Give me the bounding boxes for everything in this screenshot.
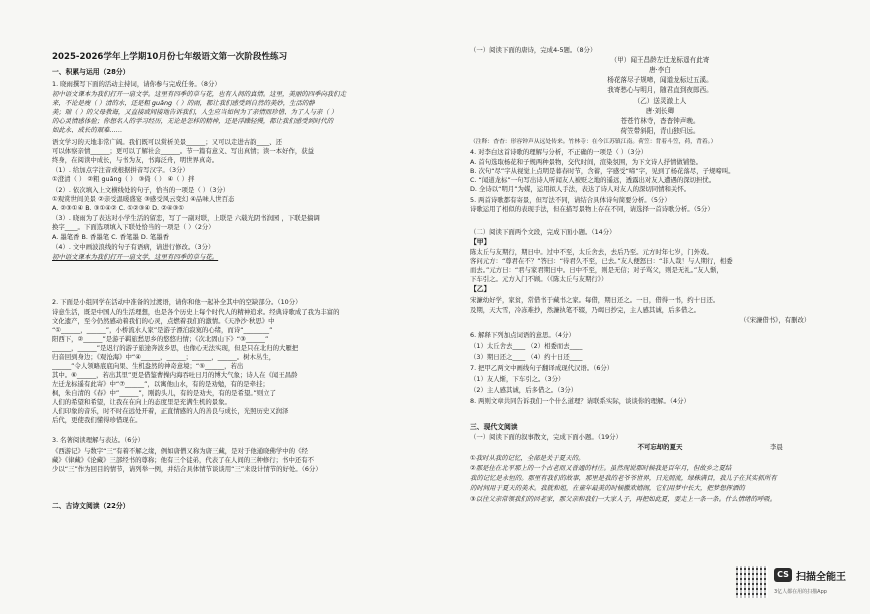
q2-line: 其中。⑥______，若出其里”更是借鉴曹操内海吞吐日月的博大气象；诗人在《闻王昌龄: [52, 371, 298, 379]
essay-para: 的时间用于夏天的美术。我就和姐，在童年最美的时候撒欢嬉闹，它们用梦中长大，把梦想挥洒的: [470, 484, 745, 492]
text-yi-line: 及期，天大雪，冷冻难抄，然濂执笔不辍，乃竭日抄完，主人感其诚，后多借之。: [470, 306, 701, 314]
q1-sub-4-sentence: 初中语文课本为我们打开一扇文学，这里有四季的草与花。: [52, 253, 219, 261]
q4-option-a: A. 首句选取杨花和子规两种景物，交代时间，渲染氛围，为下文诗人抒情做铺垫。: [470, 158, 702, 166]
essay-author: 李晨: [770, 443, 783, 451]
text-jia-line: 客问元方：“尊君在不？”答曰：“待君久不至，已去。”友人便怒曰：“非人哉！与人期行，相委: [470, 257, 733, 265]
q1-sub-4: （4）. 文中画波浪线的句子有语病，请进行修改。（3分）: [52, 243, 215, 251]
left-column: [52, 0, 427, 614]
essay-reading-heading: （一）阅读下面的叙事散文，完成下面小题。（19分）: [470, 433, 622, 441]
section-1-heading: 一、积累与运用（28分）: [52, 68, 130, 76]
scanner-watermark: [736, 566, 856, 606]
q1-sub-2: （2）. 依次填入上文横线处的句子，恰当的一项是（ ）（3分）: [52, 186, 230, 194]
exam-title: 2025-2026学年上学期10月份七年级语文第一次阶段性练习: [52, 52, 288, 62]
poem-2-author: 唐·刘长卿: [645, 107, 675, 115]
poem-1-line: 我寄愁心与明月，随君直到夜郎西。: [607, 86, 713, 94]
question-4: 4. 对李白这首诗歌的理解与分析，不正确的一项是（ ）（3分）: [470, 148, 648, 156]
poem-2-line: 荷笠带斜阳，青山独归远。: [620, 127, 700, 135]
q1-sub-1-options: ①澄清（ ） ②粗 guǎng（ ） ③倚（ ） ④（ ）拌: [52, 175, 195, 183]
q2-line: 左迁龙标遥有此寄》中“⑦______”，以寓他山水，有的是劝勉，有的是牵挂；: [52, 380, 269, 388]
question-7: 7. 把甲乙两文中画线句子翻译成现代汉语。（6分）: [470, 364, 614, 372]
q1-passage-line: 语文学习的天地非常广阔。我们既可以赏析美景______；又可以走进古韵____、还: [52, 138, 283, 146]
q2-line: ______”令人领略底底向果、生机盎然的神奇意境；“⑤______，若出: [52, 362, 244, 370]
q6-items: （3）期日还之____ （4）约十日还____: [470, 353, 583, 361]
q1-sub-3-choices: A. 墨笔香 B. 香墨笔 C. 香笔墨 D. 笔墨香: [52, 233, 170, 241]
q4-option-b: B. 次句“尽”字从视觉上点明是暮春时节，含蓄，字感受“啼”字，见到了杨花落尽，子规啼叫。: [470, 167, 735, 175]
q2-line: 诗意生活，既是中国人的生活理想，也是各个历史上每个时代人的精神追求。经典诗歌成了我为丰富的: [52, 308, 340, 316]
q1-sub-3: （3）. 晓雨为了表达对小学生活的留恋，写了一副对联，上联是 六载光阴书润园 ，下联是搞调: [52, 214, 320, 222]
section-2-heading: 二、古诗文阅读（22分）: [52, 502, 130, 510]
q1-passage-line: 来，不论是瘦（ ）清的水，还是粗 guǎng（ ）的雨，都让我们感受到自然的美妙，生活的静: [52, 99, 315, 107]
question-5-cont: 诗歌运用了相似的表现手法，但在描写景物上存在不同，请选择一首诗歌分析。（5分）: [470, 205, 714, 213]
q2-line: 文化遗产，至今仍然感动着我们的心灵，点燃着我们的激情。《天净沙·秋思》中: [52, 317, 275, 325]
poem-1-author: 唐·李白: [649, 66, 671, 74]
camscanner-logo-icon: CS: [774, 568, 792, 582]
scanner-tagline: 3亿人都在用的扫描App: [774, 589, 827, 595]
text-yi-label: 【乙】: [470, 285, 491, 293]
q4-option-c: C. “闻道龙标”一句写出诗人听闻友人被贬之地的遥远，透露出对友人遭遇的深切担忧。: [470, 176, 716, 184]
right-column: [470, 0, 850, 614]
question-2: 2. 下面是小组同学在活动中准备的过渡语，请你和他一起补全其中的空缺部分。（10分）: [52, 298, 302, 306]
poem-1-title: （甲）闻王昌龄左迁龙标遥有此寄: [610, 56, 710, 64]
q1-sub-2-choices: A. ②③①④ B. ③①④② C. ①②③④ D. ②④③①: [52, 204, 185, 212]
q7-item: （1）友人惭，下车引之。（3分）: [470, 375, 565, 383]
q1-sub-3-cont: 换字____。下面选项填入下联处恰当的一项是（ ）（2分）: [52, 223, 215, 231]
q2-line: “①______，______”，小桥流水人家”是游子漂泊寂寞的心绪，而诗“________”: [52, 326, 273, 334]
q3-line: 藏》《律藏》《论藏》三部经书的尊称；他有三个徒弟，代表了在人间的三种修行；书中还有不: [52, 456, 315, 464]
question-1: 1. 晓雨撰写下面的活动主持词，请你参与完成任务。（8分）: [52, 80, 221, 88]
essay-title: 不可忘却的夏天: [637, 443, 683, 451]
q7-item: （2）主人感其诚，后多借之。（3分）: [470, 386, 578, 394]
q1-passage-line: 如此永、成长的艰难……: [52, 126, 123, 134]
text-jia-line: 而去。”元方曰：“君与家君期日中。日中不至，则是无信；对子骂父，则是无礼。”友人惭，: [470, 266, 723, 274]
q2-line: 归音回到身边；《观沧海》中“④______，______；______，______。树木丛生，: [52, 353, 276, 361]
q1-passage-line: 的心灵情感体验；你想名人的学习经历，无论是怎样的精神，还是浮躁轻慢，都让我们感受到时代的: [52, 117, 334, 125]
text-jia-label: 【甲】: [470, 238, 491, 246]
q3-line: 《西游记》与数字“三”有着不解之缘，例如唐僧又称为唐三藏，是对于他通晓佛学中的《经: [52, 447, 308, 455]
poem-reading-heading: （一）阅读下面的唐诗，完成4-5题。（8分）: [470, 46, 597, 54]
essay-para: ②那是住在北平那上的一个古老而又普通的村庄。虽然现说那时候我是百年月，但故乡之夏结: [470, 464, 732, 472]
q4-option-d: D. 全诗以“明月”为媒，运用拟人手法，表达了诗人对友人的深切同情和关怀。: [470, 185, 691, 193]
q2-line: 人们印象的音乐，时不时在远处开着，正直情感的人的善良与成长，光照历史又润泽: [52, 407, 289, 415]
q1-passage-line: 初中语文课本为我们打开一扇文学。这里有四季的草与花，也有人间的真情。这里，美丽的四季向我们走: [52, 90, 346, 98]
poem-2-title: （乙）送灵澈上人: [633, 97, 687, 105]
essay-para: ③以往父亲常领我们的回老家，那父亲和我们一大家人子，再把如此夏，要走上一条一条。什么情绪的呼吸。: [470, 495, 777, 503]
q2-line: 人们的希望和希望，让我在在向上的态度里是充满生机的景象。: [52, 398, 231, 406]
q2-line: ______，______”是迟行的游子旅途奔波乡思，也像心无法实现，但是只在北归的大雁把: [52, 344, 299, 352]
poem-1-line: 杨花落尽子规啼，闻道龙标过五溪。: [607, 76, 713, 84]
q2-line: 后代，更使我们懂得珍惜现在。: [52, 416, 142, 424]
essay-para: ①我时从我的记忆，全部是关于夏天的。: [470, 454, 585, 462]
text-yi-line: 宋濂幼好学，家贫，常借书于藏书之家。每借，期日还之。一日，借得一书，约十日还。: [470, 296, 720, 304]
poem-note: （注释：杳杳：形容钟声从远处传来。竹林寺：在今江苏镇江南。荷笠：背着斗笠，荷，背着。）: [470, 139, 717, 145]
poem-2-line: 苍苍竹林寺，杳杳钟声晚。: [620, 117, 700, 125]
q1-passage-line: 可以体察亲情______；更可以了解社会______。节一篇有意义、写出真情；读一本好作，获益: [52, 147, 315, 155]
text-yi-source: （《宋濂借书》，有删改）: [740, 316, 811, 324]
scanner-brand: 扫描全能王: [796, 572, 846, 583]
question-5: 5. 两首诗歌都有寄景，但写法不同，请结合具体诗句简要分析。（5分）: [470, 196, 671, 204]
classical-reading-heading: （二）阅读下面两个文段，完成下面小题。（14分）: [470, 228, 616, 236]
q1-passage-line: 终身，在阅读中成长，与书为友，书海泛舟，明世界真奇。: [52, 156, 219, 164]
q1-sub-2-phrases: ①观赏世间美景 ②亲受温暖盛宴 ③感受风云变幻 ④品味人世百态: [52, 195, 235, 203]
question-3: 3. 名著阅读理解与表达。（6分）: [52, 436, 145, 444]
q2-line: 枫，朱自清的《春》中”______”，刚韵头儿，有的是劝夫，有的是希望。”则立了: [52, 389, 277, 397]
question-8: 8. 两则文章共同告诉我们一个什么道理？请联系实际，谈谈你的理解。（4分）: [470, 397, 690, 405]
q3-line: 少以“三”作为回目的情节，请列举一例，并结合具体情节谈谈用“三”来设计情节的好处。（6分）: [52, 465, 322, 473]
q6-items: （1）太丘舍去____ （2）相委而去____: [470, 342, 583, 350]
section-3-heading: 三、现代文阅读: [470, 423, 518, 431]
q1-passage-line: 美；瑞（ ）的父母教诲，又直接或间接地告诉我们，人生应当如何为了亲情而珍惜、为了人与亲（ ）: [52, 108, 338, 116]
q2-line: 阳西下，②______”是游子羁旅愁思乡的悠悠归情；《次北固山下》“③______”: [52, 335, 269, 343]
essay-para: 我的记忆是永恒的。那里有我们的故事，那里是我的老爷爷世界，日光照流，绿株满目，我儿子在其实抓所有: [470, 474, 777, 482]
q1-sub-1: （1）. 给加点字注音或根据拼音写汉字。（3分）: [52, 166, 189, 174]
text-jia-line: 陈太丘与友期行，期日中。过中不至，太丘舍去，去后乃至。元方时年七岁，门外戏。: [470, 248, 713, 256]
text-jia-line: 下车引之。元方入门不顾。（《陈太丘与友期行》）: [470, 275, 608, 283]
question-6: 6. 解释下列加点词语的意思。（4分）: [470, 331, 575, 339]
